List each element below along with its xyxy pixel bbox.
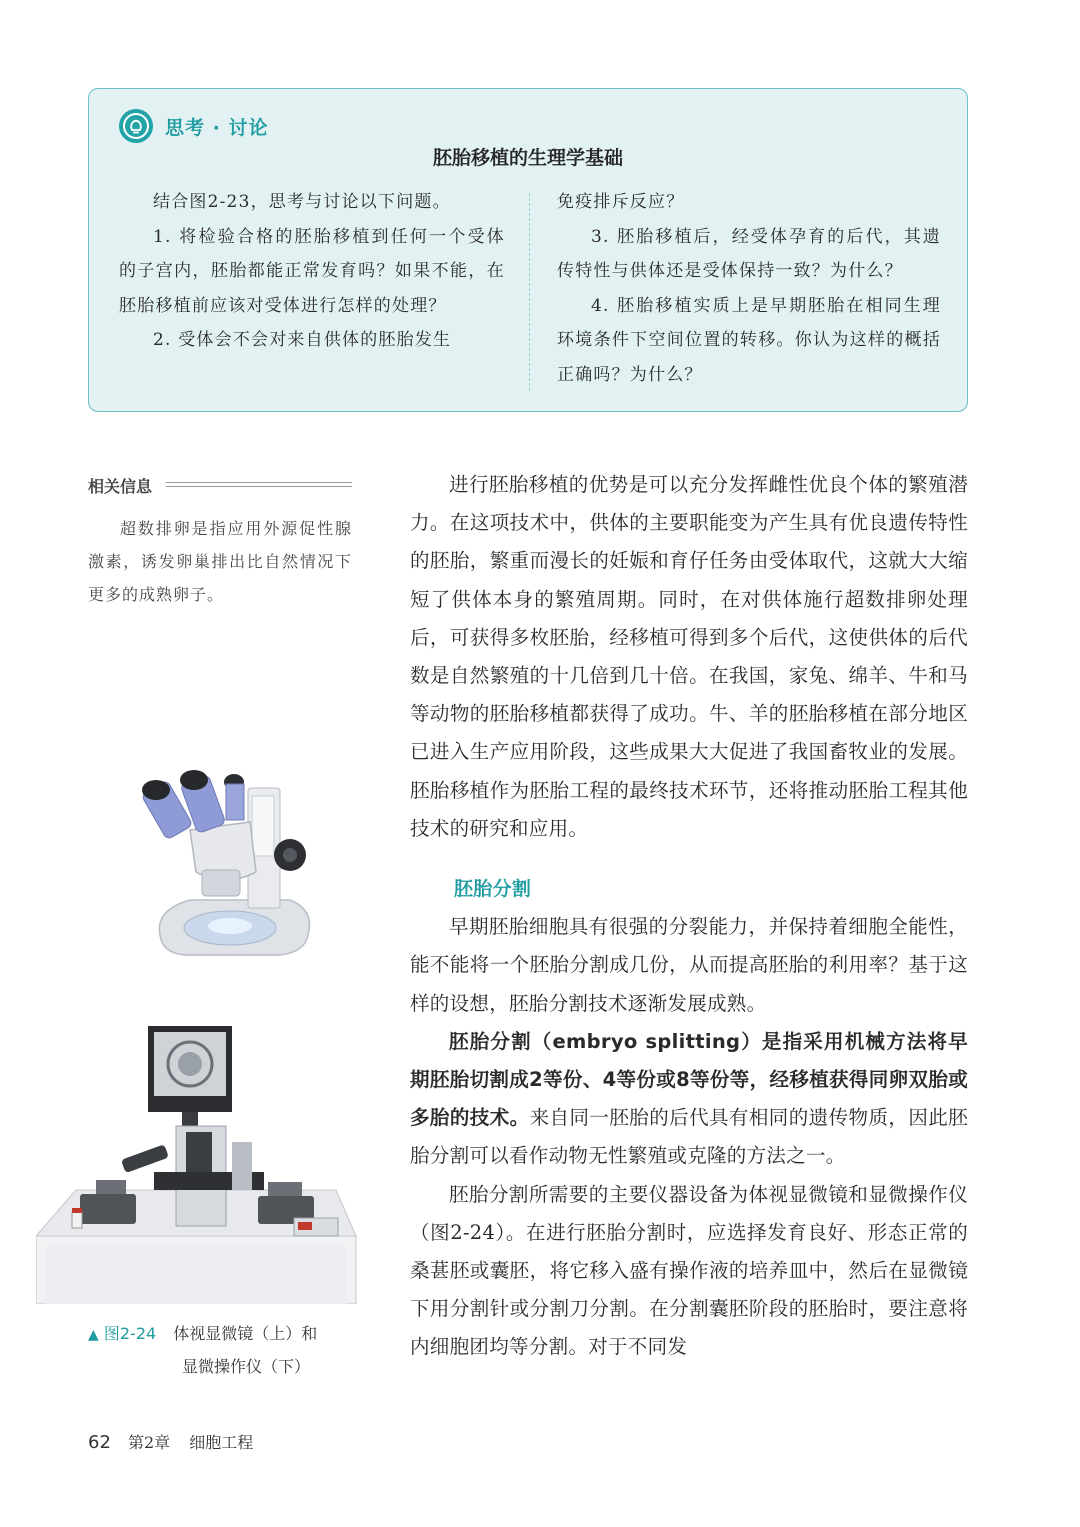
figure-number: 图2-24 — [103, 1324, 157, 1343]
main-text — [410, 466, 968, 1367]
caption-text-1: 体视显微镜（上）和 — [173, 1324, 318, 1343]
paragraph-embryo-splitting-intro: 早期胚胎细胞具有很强的分裂能力，并保持着细胞全能性，能不能将一个胚胎分割成几份，从而提高胚胎的利用率？基于这样的设想，胚胎分割技术逐渐发展成熟。 — [410, 915, 968, 1015]
discussion-question-2: 2. 受体会不会对来自供体的胚胎发生 — [153, 330, 452, 350]
definition-rest: 来自同一胚胎的后代具有相同的遗传物质，因此胚胎分割可以看作动物无性繁殖或克隆的方法之一。 — [410, 1106, 968, 1168]
discussion-question-3: 3. 胚胎移植后，经受体孕育的后代，其遗传特性与供体还是受体保持一致？为什么？ — [557, 226, 941, 281]
page-footer — [88, 1430, 253, 1453]
discussion-intro: 结合图2-23，思考与讨论以下问题。 — [153, 192, 451, 212]
paragraph-advantages: 进行胚胎移植的优势是可以充分发挥雌性优良个体的繁殖潜力。在这项技术中，供体的主要职能变为产生具有优良遗传特性的胚胎，繁重而漫长的妊娠和育仔任务由受体取代，这就大大缩短了供体本身的繁殖周期。同时，在对供体施行超数排卵处理后，可获得多枚胚胎，经移植可得到多个后代，这使供体的后代数是自然繁殖的十几倍到几十倍。在我国，家兔、绵羊、牛和马等动物的胚胎移植都获得了成功。牛、羊的胚胎移植在部分地区已进入生产应用阶段，这些成果大大促进了我国畜牧业的发展。胚胎移植作为胚胎工程的最终技术环节，还将推动胚胎工程其他技术的研究和应用。 — [410, 473, 968, 840]
micromanipulator-image — [36, 1022, 360, 1304]
section-title: 胚胎分割 — [454, 878, 532, 901]
discussion-question-2-cont: 免疫排斥反应？ — [557, 192, 685, 212]
caption-text-2: 显微操作仪（下） — [182, 1357, 311, 1376]
chapter-label: 第2章 — [128, 1433, 171, 1452]
discussion-left-column — [119, 185, 505, 358]
side-info-label: 相关信息 — [88, 474, 160, 497]
lightbulb-icon — [119, 109, 153, 143]
definition-bold: 胚胎分割（embryo splitting）是指采用机械方法将早期胚胎切割成2等份、4等份或8等份等，经移植获得同卵双胎或多胎的技术。 — [410, 1029, 968, 1130]
side-info-text: 超数排卵是指应用外源促性腺激素，诱发卵巢排出比自然情况下更多的成熟卵子。 — [88, 519, 352, 604]
triangle-marker-icon: ▲ — [88, 1327, 99, 1343]
discussion-question-4: 4. 胚胎移植实质上是早期胚胎在相同生理环境条件下空间位置的转移。你认为这样的概括正确吗？为什么？ — [557, 295, 941, 385]
paragraph-definition — [410, 1023, 968, 1176]
discussion-right-column — [557, 185, 941, 392]
caption-line-1 — [88, 1318, 358, 1351]
page-number: 62 — [88, 1432, 111, 1453]
discussion-title: 胚胎移植的生理学基础 — [432, 147, 623, 169]
chapter-title: 细胞工程 — [189, 1433, 254, 1452]
stereo-microscope-image — [130, 760, 320, 965]
discussion-question-1: 1. 将检验合格的胚胎移植到任何一个受体的子宫内，胚胎都能正常发育吗？如果不能，在胚胎移植前应该对受体进行怎样的处理？ — [119, 226, 505, 316]
discussion-box — [88, 88, 968, 412]
header-rule — [166, 486, 352, 487]
paragraph-equipment: 胚胎分割所需要的主要仪器设备为体视显微镜和显微操作仪（图2-24）。在进行胚胎分割时，应选择发育良好、形态正常的桑葚胚或囊胚，将它移入盛有操作液的培养皿中，然后在显微镜下用分割针或分割刀分割。在分割囊胚阶段的胚胎时，要注意将内细胞团均等分割。对于不同发 — [410, 1182, 968, 1359]
header-rule — [166, 482, 352, 483]
discussion-label: 思考 · 讨论 — [165, 117, 269, 139]
column-divider — [529, 193, 530, 391]
side-info-header — [88, 474, 352, 496]
figure-caption — [88, 1318, 358, 1383]
